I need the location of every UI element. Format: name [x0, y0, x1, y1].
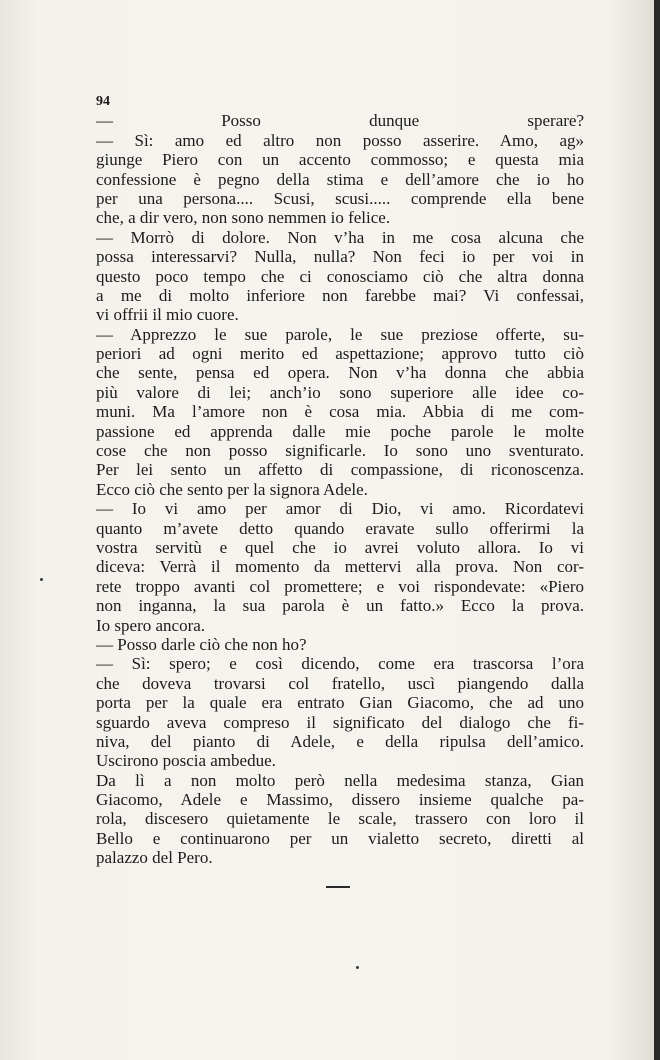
text-line: possa interessarvi? Nulla, nulla? Non feci io per voi in [96, 247, 584, 267]
text-line: per una persona.... Scusi, scusi..... comprende ella bene [96, 188, 584, 208]
text-line: sguardo aveva compreso il significato del dialogo che fi- [96, 712, 584, 732]
text-line: — Posso darle ciò che non ho? [96, 634, 307, 654]
text-line: rete troppo avanti col promettere; e voi rispondevate: «Piero [96, 576, 584, 596]
text-line: cose che non posso significarle. Io sono uno sventurato. [96, 441, 584, 461]
page-edge-shadow [654, 0, 660, 1060]
text-line: giunge Piero con un accento commosso; e questa mia [96, 150, 584, 170]
text-line: Ecco ciò che sento per la signora Adele. [96, 479, 368, 499]
text-line: periori ad ogni merito ed aspettazione; approvo tutto ciò [96, 344, 584, 364]
text-line: — Io vi amo per amor di Dio, vi amo. Ricordatevi [96, 499, 584, 519]
text-line: Uscirono poscia ambedue. [96, 751, 276, 771]
text-line: Da lì a non molto però nella medesima stanza, Gian [96, 770, 584, 790]
text-line: Bello e continuarono per un vialetto secreto, diretti al [96, 828, 584, 848]
text-line: non inganna, la sua parola è un fatto.» Ecco la prova. [96, 596, 584, 616]
ink-speck [40, 578, 43, 581]
text-line: quanto m’avete detto quando eravate sullo offerirmi la [96, 518, 584, 538]
text-lines [96, 111, 584, 867]
text-line: niva, del pianto di Adele, e della ripulsa dell’amico. [96, 731, 584, 751]
text-line: confessione è pegno della stima e dell’amore che io ho [96, 169, 584, 189]
text-line: vostra servitù e quel che io avrei voluto allora. Io vi [96, 537, 584, 557]
text-line: — Sì: amo ed altro non posso asserire. Amo, ag» [96, 130, 584, 150]
page-text [96, 92, 584, 868]
text-line: — Sì: spero; e così dicendo, come era trascorsa l’ora [96, 654, 584, 674]
text-line: Giacomo, Adele e Massimo, dissero insieme qualche pa- [96, 790, 584, 810]
text-line: palazzo del Pero. [96, 848, 213, 868]
text-line: a me di molto inferiore non farebbe mai? Vi confessai, [96, 285, 584, 305]
text-line: — Apprezzo le sue parole, le sue preziose offerte, su- [96, 324, 584, 344]
text-line: Io spero ancora. [96, 615, 206, 635]
ink-speck [356, 966, 359, 969]
text-line: porta per la quale era entrato Gian Giacomo, che ad uno [96, 693, 584, 713]
text-line: più valore di lei; anch’io sono superiore alle idee co- [96, 382, 584, 402]
text-line: vi offrii il mio cuore. [96, 305, 239, 325]
text-line: che sente, pensa ed opera. Non v’ha donna che abbia [96, 363, 584, 383]
text-line: rola, discesero quietamente le scale, trassero con loro il [96, 809, 584, 829]
text-line: Per lei sento un affetto di compassione, di riconoscenza. [96, 460, 584, 480]
text-line: questo poco tempo che ci conosciamo ciò che altra donna [96, 266, 584, 286]
text-line: passione ed apprenda dalle mie poche parole le molte [96, 421, 584, 441]
text-line: muni. Ma l’amore non è cosa mia. Abbia di me com- [96, 402, 584, 422]
end-ornament [326, 886, 350, 888]
text-line: — Posso dunque sperare? [96, 111, 584, 131]
text-line: che, a dir vero, non sono nemmen io felice. [96, 208, 391, 228]
text-line: che doveva trovarsi col fratello, uscì piangendo dalla [96, 673, 584, 693]
page-number: 94 [96, 94, 110, 109]
text-line: — Morrò di dolore. Non v’ha in me cosa alcuna che [96, 227, 584, 247]
text-line: diceva: Verrà il momento da mettervi alla prova. Non cor- [96, 557, 584, 577]
